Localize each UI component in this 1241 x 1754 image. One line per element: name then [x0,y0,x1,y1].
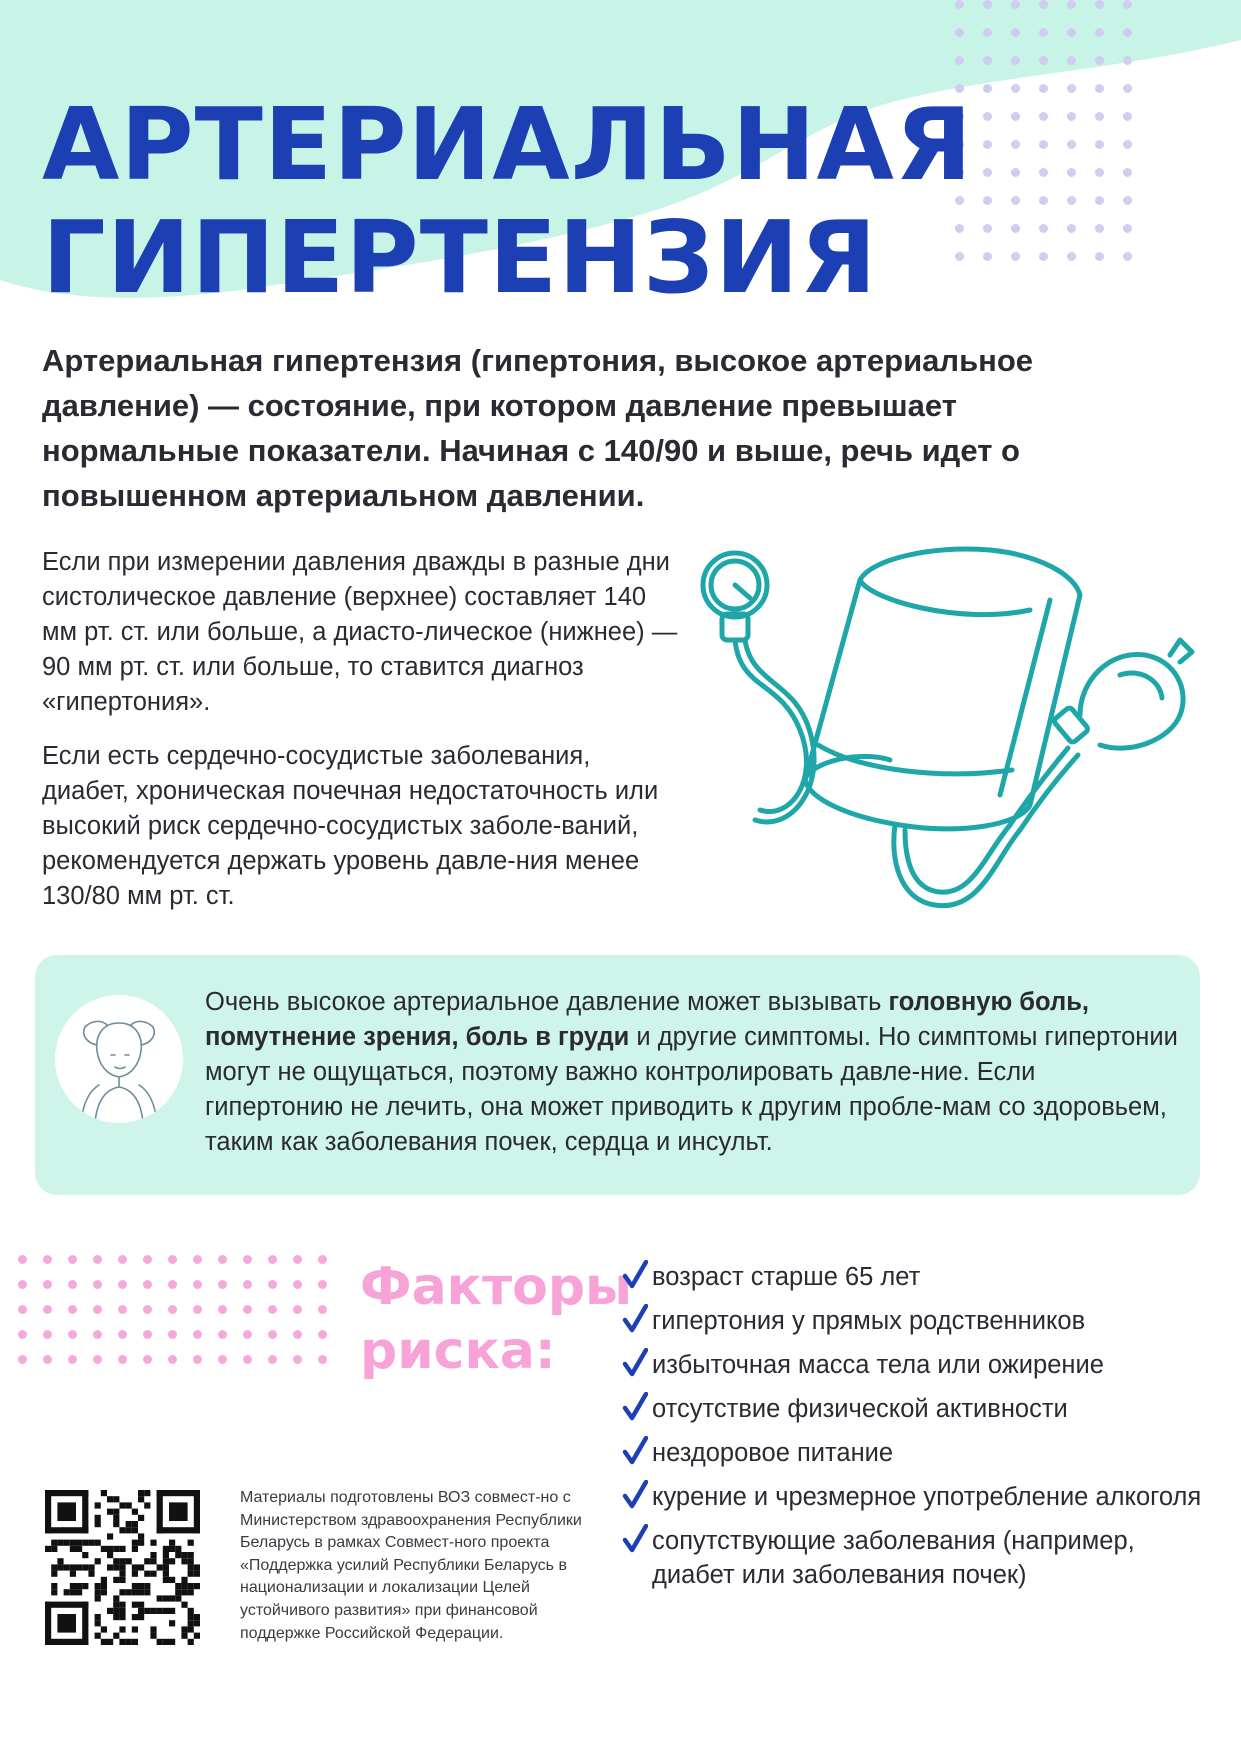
title-line-2: ГИПЕРТЕНЗИЯ [42,199,878,316]
decor-dot [1123,0,1132,9]
decor-dot [955,56,964,65]
decor-dot [318,1330,327,1339]
decor-dot [1123,140,1132,149]
decor-dot [1011,84,1020,93]
decor-dot [68,1305,77,1314]
decor-dot [143,1255,152,1264]
decor-dot [318,1255,327,1264]
decor-dot [1039,196,1048,205]
decor-dot [983,0,992,9]
decor-dot [1067,252,1076,261]
decor-dot [18,1280,27,1289]
decor-dot [1039,28,1048,37]
decor-dot [983,252,992,261]
decor-dot [1039,112,1048,121]
decor-dot [93,1255,102,1264]
decor-dot [1067,56,1076,65]
decor-dot [218,1305,227,1314]
decor-dot [193,1280,202,1289]
decor-dot [1123,56,1132,65]
decor-dot [1067,140,1076,149]
decor-dot [318,1305,327,1314]
decor-dot [1095,196,1104,205]
risk-factor-text: возраст старше 65 лет [652,1263,921,1291]
decor-dot [168,1280,177,1289]
risk-factor-text: гипертония у прямых родственников [652,1307,1086,1335]
decor-dot [1039,224,1048,233]
lead-paragraph: Артериальная гипертензия (гипертония, высокое артериальное давление) — состояние, при котором давление превышает нормальные показатели. Начиная с 140/90 и выше, речь идет о повышенном артериальном давлении. [42,343,1034,513]
decor-dot [1095,56,1104,65]
dot-pattern-top [955,0,1151,280]
checkmark-icon [622,1480,648,1510]
decor-dot [1095,224,1104,233]
decor-dot [293,1355,302,1364]
decor-dot [118,1280,127,1289]
decor-dot [43,1330,52,1339]
decor-dot [268,1355,277,1364]
decor-dot [1123,252,1132,261]
decor-dot [1011,0,1020,9]
decor-dot [1095,252,1104,261]
decor-dot [1011,224,1020,233]
decor-dot [243,1305,252,1314]
decor-dot [1039,252,1048,261]
checkmark-icon [622,1436,648,1466]
decor-dot [18,1305,27,1314]
list-item [652,1348,1212,1382]
decor-dot [983,84,992,93]
decor-dot [1067,0,1076,9]
list-item [652,1304,1212,1338]
decor-dot [1067,28,1076,37]
decor-dot [93,1305,102,1314]
symptoms-text-part1: Очень высокое артериальное давление может вызывать [205,988,889,1016]
decor-dot [18,1355,27,1364]
risk-factors-list [652,1260,1212,1602]
decor-dot [93,1330,102,1339]
qr-code-icon[interactable] [45,1490,200,1645]
decor-dot [1067,224,1076,233]
decor-dot [318,1280,327,1289]
blood-pressure-monitor-icon [700,540,1210,930]
checkmark-icon [622,1348,648,1378]
decor-dot [218,1280,227,1289]
decor-dot [955,28,964,37]
decor-dot [118,1255,127,1264]
decor-dot [43,1280,52,1289]
decor-dot [268,1305,277,1314]
decor-dot [93,1355,102,1364]
decor-dot [1095,28,1104,37]
decor-dot [93,1280,102,1289]
decor-dot [218,1355,227,1364]
risk-factor-text: отсутствие физической активности [652,1395,1068,1423]
decor-dot [293,1305,302,1314]
decor-dot [168,1330,177,1339]
decor-dot [1011,28,1020,37]
decor-dot [1123,84,1132,93]
decor-dot [1039,168,1048,177]
decor-dot [1123,168,1132,177]
diagnosis-paragraph: Если при измерении давления дважды в разные дни систолическое давление (верхнее) составляет 140 мм рт. ст. или больше, а диасто-лическое (нижнее) — 90 мм рт. ст. или больше, то ставится диагноз «гипертония». [42,548,678,716]
decor-dot [1011,140,1020,149]
decor-dot [1067,196,1076,205]
decor-dot [983,140,992,149]
decor-dot [1123,196,1132,205]
decor-dot [193,1305,202,1314]
decor-dot [268,1280,277,1289]
decor-dot [18,1255,27,1264]
symptoms-text [205,985,1180,1160]
decor-dot [1039,0,1048,9]
decor-dot [1123,28,1132,37]
decor-dot [983,28,992,37]
decor-dot [1011,168,1020,177]
symptoms-text-part2: и другие симптомы. Но симптомы гипертонии могут не ощущаться, поэтому важно контролировать давле-ние. Если гипертонию не лечить, она может приводить к другим пробле-мам со здоровьем, таким как заболевания почек, сердца и инсульт. [205,1023,1178,1156]
decor-dot [243,1330,252,1339]
dot-pattern-bottom [18,1255,343,1380]
decor-dot [983,224,992,233]
decor-dot [243,1280,252,1289]
decor-dot [293,1280,302,1289]
decor-dot [983,168,992,177]
decor-dot [1011,252,1020,261]
decor-dot [1011,112,1020,121]
decor-dot [43,1305,52,1314]
decor-dot [1011,56,1020,65]
decor-dot [143,1330,152,1339]
decor-dot [268,1330,277,1339]
risk-factor-text: избыточная масса тела или ожирение [652,1351,1104,1379]
list-item [652,1524,1212,1592]
decor-dot [118,1330,127,1339]
decor-dot [318,1355,327,1364]
decor-dot [68,1355,77,1364]
checkmark-icon [622,1524,648,1554]
decor-dot [68,1255,77,1264]
decor-dot [68,1280,77,1289]
decor-dot [983,112,992,121]
page-title [42,88,973,314]
decor-dot [1095,140,1104,149]
checkmark-icon [622,1304,648,1334]
decor-dot [193,1330,202,1339]
decor-dot [18,1330,27,1339]
decor-dot [1095,0,1104,9]
decor-dot [218,1255,227,1264]
decor-dot [243,1255,252,1264]
decor-dot [1067,84,1076,93]
checkmark-icon [622,1392,648,1422]
risk-heading-line-2: риска: [360,1321,556,1381]
decor-dot [1067,168,1076,177]
decor-dot [1095,84,1104,93]
risk-factor-text: сопутствующие заболевания (например, диабет или заболевания почек) [652,1527,1135,1589]
decor-dot [983,196,992,205]
decor-dot [68,1330,77,1339]
decor-dot [1123,224,1132,233]
decor-dot [1123,112,1132,121]
headache-woman-icon [55,995,183,1123]
list-item [652,1480,1212,1514]
decor-dot [118,1305,127,1314]
decor-dot [143,1280,152,1289]
decor-dot [143,1305,152,1314]
decor-dot [168,1305,177,1314]
decor-dot [1095,112,1104,121]
decor-dot [1067,112,1076,121]
risk-factor-text: курение и чрезмерное употребление алкоголя [652,1483,1202,1511]
checkmark-icon [622,1260,648,1290]
decor-dot [983,56,992,65]
title-line-1: АРТЕРИАЛЬНАЯ [42,86,973,203]
decor-dot [168,1355,177,1364]
decor-dot [268,1255,277,1264]
risk-factor-text: нездоровое питание [652,1439,894,1467]
decor-dot [293,1255,302,1264]
decor-dot [293,1330,302,1339]
decor-dot [43,1355,52,1364]
risk-factors-heading [360,1255,632,1383]
list-item [652,1436,1212,1470]
decor-dot [168,1255,177,1264]
decor-dot [955,0,964,9]
decor-dot [1039,84,1048,93]
decor-dot [1011,196,1020,205]
decor-dot [43,1255,52,1264]
list-item [652,1392,1212,1426]
decor-dot [193,1355,202,1364]
footer-credits: Материалы подготовлены ВОЗ совмест-но с Министерством здравоохранения Республики Беларусь в рамках Совмест-ного проекта «Поддержка усилий Республики Беларусь в национализации и локализации Целей устойчивого развития» при финансовой поддержке Российской Федерации. [240,1489,582,1642]
risk-heading-line-1: Факторы [360,1257,633,1317]
decor-dot [143,1355,152,1364]
symptoms-text-bold: головную боль, помутнение зрения, боль в груди [205,988,1089,1051]
decor-dot [1095,168,1104,177]
decor-dot [243,1355,252,1364]
decor-dot [218,1330,227,1339]
target-pressure-paragraph: Если есть сердечно-сосудистые заболевания, диабет, хроническая почечная недостаточность или высокий риск сердечно-сосудистых заболе-ваний, рекомендуется держать уровень давле-ния менее 130/80 мм рт. ст. [42,742,659,910]
decor-dot [193,1255,202,1264]
decor-dot [1039,140,1048,149]
decor-dot [1039,56,1048,65]
list-item [652,1260,1212,1294]
decor-dot [118,1355,127,1364]
